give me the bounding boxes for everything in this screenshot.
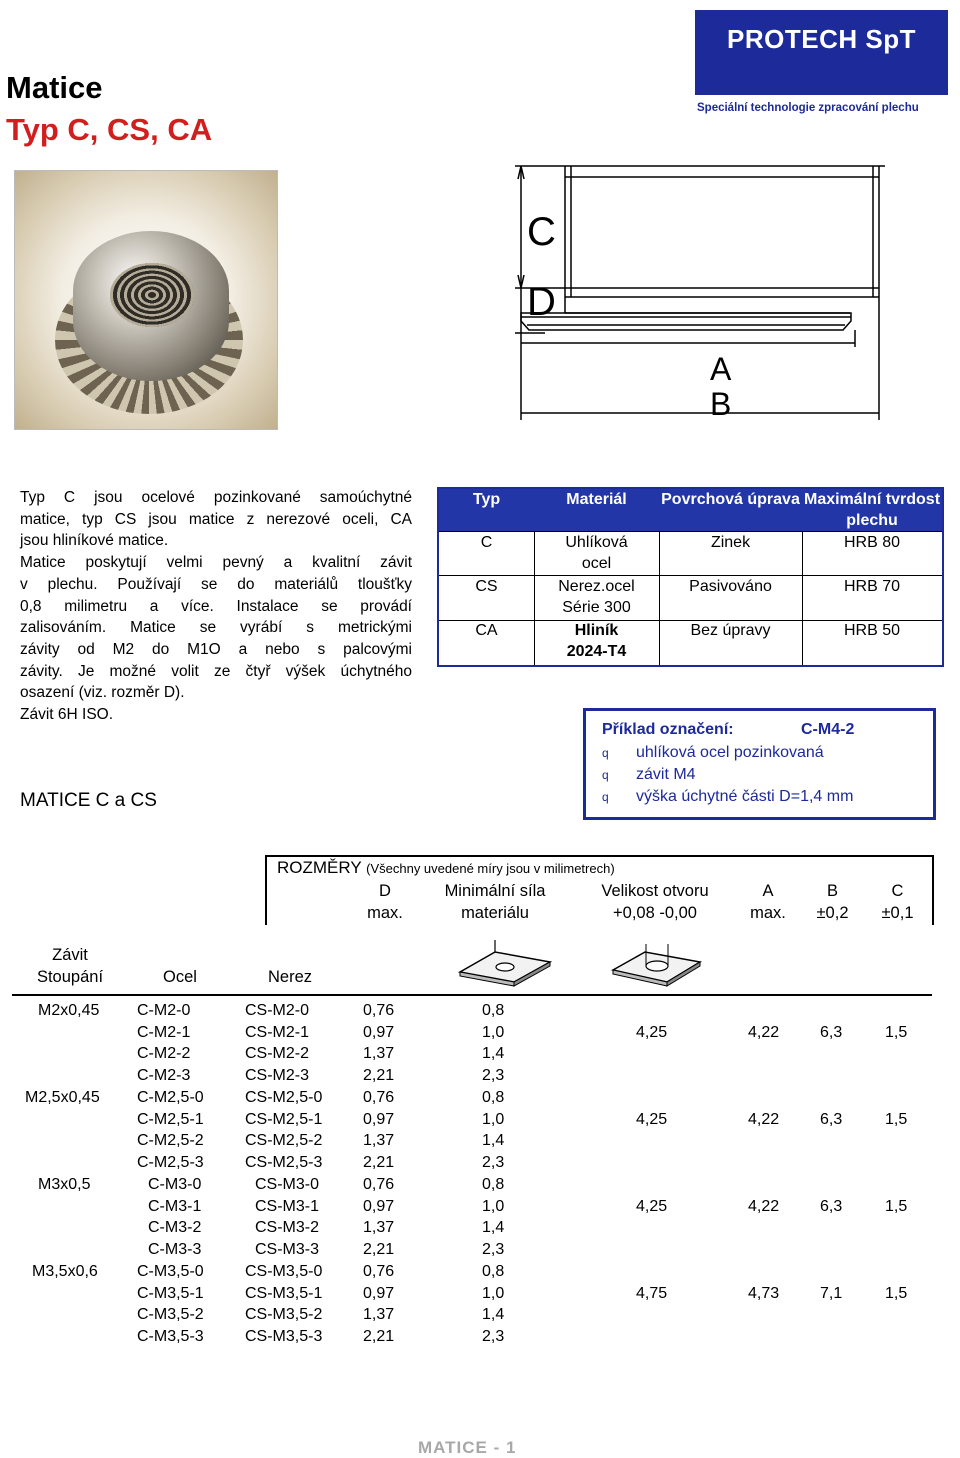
hole-value: 4,75 xyxy=(636,1285,668,1302)
min-value: 0,8 xyxy=(482,1002,505,1019)
a-value: 4,22 xyxy=(748,1111,780,1128)
d-value: 2,21 xyxy=(363,1328,395,1346)
steel-column xyxy=(137,1087,227,1174)
hole-value: 4,25 xyxy=(636,1111,668,1128)
a-value: 4,22 xyxy=(748,1024,780,1041)
d-value: 0,76 xyxy=(363,1002,395,1019)
a-value: 4,73 xyxy=(748,1285,780,1302)
cell-material: 2024-T4 xyxy=(566,643,627,660)
col-header-a-line: A xyxy=(762,882,774,900)
cell-material: ocel xyxy=(581,555,612,572)
steel-code: C-M2,5-3 xyxy=(137,1154,204,1172)
col-header-b-line: ±0,2 xyxy=(816,904,849,922)
stainless-code: CS-M2,5-2 xyxy=(245,1132,323,1150)
min-value: 1,4 xyxy=(482,1219,505,1237)
min-column xyxy=(482,1000,517,1087)
dim-label-b: B xyxy=(710,386,732,422)
min-value: 0,8 xyxy=(482,1089,505,1106)
d-value: 2,21 xyxy=(363,1241,395,1259)
logo-name: PROTECH SpT xyxy=(727,24,916,54)
d-value: 1,37 xyxy=(363,1045,395,1063)
example-item xyxy=(602,788,853,806)
hole-size-icon xyxy=(605,940,705,990)
cell-material: Uhlíková xyxy=(565,534,628,551)
page-title: Matice xyxy=(6,70,103,105)
stainless-column xyxy=(245,1087,345,1174)
intro-line: Matice poskytují velmi pevný a kvalitní závit xyxy=(20,554,412,572)
stainless-code: CS-M3,5-2 xyxy=(245,1306,323,1324)
steel-code: C-M2,5-2 xyxy=(137,1132,204,1150)
col-header-c-line: C xyxy=(891,882,904,900)
material-table-header xyxy=(439,489,942,531)
steel-code: C-M3-1 xyxy=(148,1197,202,1215)
stainless-code: CS-M3-3 xyxy=(255,1241,320,1259)
table-separator xyxy=(12,994,932,996)
min-value: 1,4 xyxy=(482,1306,505,1324)
technical-drawing xyxy=(505,155,885,425)
min-value: 2,3 xyxy=(482,1067,505,1085)
col-header-thread xyxy=(20,944,120,988)
intro-line: osazení (viz. rozměr D). xyxy=(20,684,185,702)
b-value: 6,3 xyxy=(820,1198,843,1215)
b-value: 7,1 xyxy=(820,1285,843,1302)
cell-surface: Zinek xyxy=(710,534,751,551)
example-item-text: výška úchytné části D=1,4 mm xyxy=(636,788,854,805)
steel-code: C-M3,5-2 xyxy=(137,1306,204,1324)
stainless-column xyxy=(255,1174,340,1261)
d-value: 0,76 xyxy=(363,1176,395,1193)
bullet-icon: q xyxy=(602,768,609,782)
col-header-hole-line: Velikost otvoru xyxy=(601,882,709,900)
header-surface: Povrchová úprava xyxy=(661,491,800,508)
stainless-code: CS-M3,5-1 xyxy=(245,1284,323,1302)
stainless-code: CS-M3-0 xyxy=(255,1176,320,1193)
bullet-icon: q xyxy=(602,790,609,804)
d-value: 0,97 xyxy=(363,1023,395,1041)
logo-subtitle: Speciální technologie zpracování plechu xyxy=(697,102,919,114)
col-header-thread-line: Stoupání xyxy=(36,968,104,986)
example-item-text: uhlíková ocel pozinkovaná xyxy=(636,744,824,761)
cell-hardness: HRB 80 xyxy=(843,534,901,551)
stainless-code: CS-M2-3 xyxy=(245,1067,310,1085)
col-header-hole xyxy=(580,880,730,924)
b-value: 6,3 xyxy=(820,1024,843,1041)
thread-cell: M2x0,45 xyxy=(38,1002,100,1019)
c-value: 1,5 xyxy=(885,1111,908,1128)
min-value: 1,4 xyxy=(482,1045,505,1063)
logo-box xyxy=(695,10,948,95)
col-header-a-line: max. xyxy=(750,904,786,922)
steel-code: C-M2,5-1 xyxy=(137,1110,204,1128)
d-value: 2,21 xyxy=(363,1154,395,1172)
col-header-c-line: ±0,1 xyxy=(881,904,914,922)
d-column xyxy=(363,1261,408,1348)
intro-line: zalisováním. Matice se vyrábí s metrickými xyxy=(20,619,412,637)
example-title: Příklad označení: xyxy=(602,721,734,738)
dim-label-a: A xyxy=(710,351,732,387)
thread-cell: M3x0,5 xyxy=(38,1176,91,1193)
cell-material: Série 300 xyxy=(562,599,631,616)
min-column xyxy=(482,1174,517,1261)
cell-surface: Bez úpravy xyxy=(690,622,771,639)
section-label: MATICE C a CS xyxy=(20,790,157,811)
c-value: 1,5 xyxy=(885,1024,908,1041)
header-hardness: Maximální tvrdost plechu xyxy=(803,491,941,529)
dim-label-c: C xyxy=(527,210,556,254)
cell-surface: Pasivováno xyxy=(689,578,772,595)
steel-code: C-M3,5-1 xyxy=(137,1284,204,1302)
min-value: 1,0 xyxy=(482,1284,505,1302)
dimensions-caption-main: ROZMĚRY xyxy=(277,858,362,877)
steel-column xyxy=(137,1000,222,1087)
d-value: 2,21 xyxy=(363,1067,395,1085)
steel-code: C-M3,5-3 xyxy=(137,1328,204,1346)
d-value: 1,37 xyxy=(363,1306,395,1324)
col-header-a xyxy=(738,880,798,924)
example-item xyxy=(602,766,696,784)
col-header-b-line: B xyxy=(826,882,838,900)
example-item-text: závit M4 xyxy=(636,766,696,783)
cell-typ: CA xyxy=(475,622,498,639)
cell-hardness: HRB 70 xyxy=(843,578,901,595)
company-logo xyxy=(695,10,948,122)
d-column xyxy=(363,1000,408,1087)
stainless-code: CS-M2,5-3 xyxy=(245,1154,323,1172)
steel-code: C-M3,5-0 xyxy=(137,1263,204,1280)
cell-typ: C xyxy=(480,534,493,551)
c-value: 1,5 xyxy=(885,1198,908,1215)
col-header-min-line: Minimální síla xyxy=(444,882,546,900)
cell-material: Nerez.ocel xyxy=(558,578,635,595)
bullet-icon: q xyxy=(602,746,609,760)
intro-line: 0,8 milimetru a více. Instalace se provádí xyxy=(20,597,412,615)
d-column xyxy=(363,1087,408,1174)
thread-cell: M2,5x0,45 xyxy=(25,1089,100,1106)
example-code: C-M4-2 xyxy=(801,721,855,738)
a-value: 4,22 xyxy=(748,1198,780,1215)
min-value: 1,0 xyxy=(482,1110,505,1128)
col-header-min-line: materiálu xyxy=(461,904,529,922)
stainless-code: CS-M2,5-0 xyxy=(245,1089,323,1106)
steel-code: C-M3-2 xyxy=(148,1219,202,1237)
steel-code: C-M3-0 xyxy=(148,1176,202,1193)
col-header-stainless: Nerez xyxy=(267,968,312,986)
d-column xyxy=(363,1174,408,1261)
min-column xyxy=(482,1261,517,1348)
col-header-d-line: max. xyxy=(367,904,403,922)
min-value: 1,0 xyxy=(482,1197,505,1215)
steel-code: C-M2-1 xyxy=(137,1023,191,1041)
intro-line: matice, typ CS jsou matice z nerezové oceli, CA xyxy=(20,510,412,528)
intro-line: v plechu. Používají se do materiálů tloušťky xyxy=(20,575,412,593)
d-value: 1,37 xyxy=(363,1219,395,1237)
cell-hardness: HRB 50 xyxy=(843,622,901,639)
header-typ: Typ xyxy=(472,491,501,508)
col-header-b xyxy=(800,880,865,924)
intro-line: Typ C jsou ocelové pozinkované samoúchytné xyxy=(20,489,412,506)
d-value: 1,37 xyxy=(363,1132,395,1150)
min-value: 1,4 xyxy=(482,1132,505,1150)
min-column xyxy=(482,1087,517,1174)
steel-code: C-M3-3 xyxy=(148,1241,202,1259)
col-header-hole-line: +0,08 -0,00 xyxy=(613,904,697,922)
dimensions-caption xyxy=(277,858,615,878)
col-header-d-line: D xyxy=(379,882,391,900)
stainless-column xyxy=(245,1000,340,1087)
page-footer: MATICE - 1 xyxy=(418,1438,517,1457)
min-value: 1,0 xyxy=(482,1023,505,1041)
col-header-min xyxy=(430,880,560,924)
min-value: 2,3 xyxy=(482,1154,505,1172)
stainless-column xyxy=(245,1261,345,1348)
intro-line: závity. Je možné volit ze čtyř výšek úchytného xyxy=(20,662,412,680)
sheet-thickness-icon xyxy=(450,940,560,990)
cell-material: Hliník xyxy=(574,622,619,639)
d-value: 0,97 xyxy=(363,1197,395,1215)
material-table xyxy=(437,487,944,667)
nut-thread-hole xyxy=(110,263,194,327)
min-value: 0,8 xyxy=(482,1263,505,1280)
d-value: 0,97 xyxy=(363,1110,395,1128)
d-value: 0,76 xyxy=(363,1263,395,1280)
stainless-code: CS-M3-2 xyxy=(255,1219,320,1237)
stainless-code: CS-M2-0 xyxy=(245,1002,310,1019)
col-header-d xyxy=(345,880,425,924)
stainless-code: CS-M3-1 xyxy=(255,1197,320,1215)
d-value: 0,76 xyxy=(363,1089,395,1106)
col-header-thread-line: Závit xyxy=(52,946,88,964)
stainless-code: CS-M3,5-3 xyxy=(245,1328,323,1346)
hole-value: 4,25 xyxy=(636,1198,668,1215)
b-value: 6,3 xyxy=(820,1111,843,1128)
min-value: 2,3 xyxy=(482,1328,505,1346)
intro-line: závity od M2 do M1O a nebo s palcovými xyxy=(20,640,412,658)
thread-cell: M3,5x0,6 xyxy=(32,1263,98,1280)
min-value: 0,8 xyxy=(482,1176,505,1193)
product-photo xyxy=(14,170,278,430)
steel-column xyxy=(148,1174,228,1261)
d-value: 0,97 xyxy=(363,1284,395,1302)
steel-code: C-M2-3 xyxy=(137,1067,191,1085)
designation-example-box xyxy=(583,708,936,820)
stainless-code: CS-M2-2 xyxy=(245,1045,310,1063)
intro-line: Závit 6H ISO. xyxy=(20,706,114,724)
col-header-c xyxy=(865,880,930,924)
intro-paragraph xyxy=(20,487,412,726)
cell-typ: CS xyxy=(475,578,498,595)
stainless-code: CS-M2,5-1 xyxy=(245,1110,323,1128)
page-subtitle: Typ C, CS, CA xyxy=(6,112,213,147)
c-value: 1,5 xyxy=(885,1285,908,1302)
dimensions-caption-note: (Všechny uvedené míry jsou v milimetrech) xyxy=(366,861,615,876)
example-item xyxy=(602,744,824,762)
min-value: 2,3 xyxy=(482,1241,505,1259)
steel-code: C-M2,5-0 xyxy=(137,1089,204,1106)
steel-column xyxy=(137,1261,227,1348)
header-material: Materiál xyxy=(566,491,627,508)
hole-value: 4,25 xyxy=(636,1024,668,1041)
intro-line: jsou hliníkové matice. xyxy=(20,532,169,550)
dim-label-d: D xyxy=(527,280,556,324)
stainless-code: CS-M3,5-0 xyxy=(245,1263,323,1280)
steel-code: C-M2-0 xyxy=(137,1002,191,1019)
col-header-steel: Ocel xyxy=(163,968,197,986)
stainless-code: CS-M2-1 xyxy=(245,1023,310,1041)
steel-code: C-M2-2 xyxy=(137,1045,191,1063)
